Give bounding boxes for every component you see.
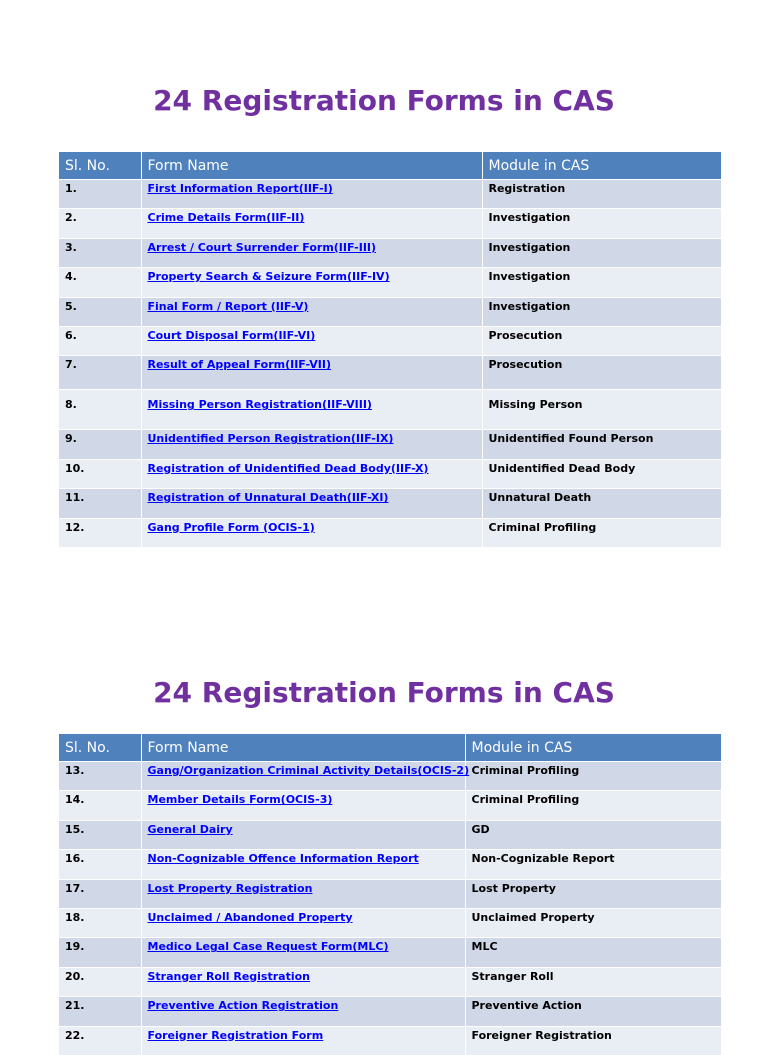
- forms-table: [59, 734, 721, 1055]
- module-cell: Criminal Profiling: [465, 762, 721, 791]
- table-row: [59, 967, 721, 996]
- module-cell: Criminal Profiling: [465, 791, 721, 820]
- table-row: [59, 268, 721, 297]
- table-row: [59, 390, 721, 430]
- sl-no-cell: 13.: [59, 762, 141, 791]
- form-name-cell: [141, 1026, 465, 1055]
- module-cell: Criminal Profiling: [482, 518, 721, 547]
- header-sl-no: Sl. No.: [59, 734, 141, 762]
- sl-no-cell: 2.: [59, 209, 141, 238]
- header-form-name: Form Name: [141, 734, 465, 762]
- module-cell: Unclaimed Property: [465, 908, 721, 937]
- sl-no-cell: 3.: [59, 238, 141, 267]
- module-cell: Prosecution: [482, 326, 721, 355]
- table-row: [59, 762, 721, 791]
- module-cell: MLC: [465, 938, 721, 967]
- table-row: [59, 850, 721, 879]
- form-link[interactable]: Court Disposal Form(IIF-VI): [147, 328, 316, 342]
- sl-no-cell: 16.: [59, 850, 141, 879]
- form-name-cell: [141, 997, 465, 1026]
- form-link[interactable]: Registration of Unidentified Dead Body(IIF-X): [147, 461, 429, 475]
- table-row: [59, 1026, 721, 1055]
- module-cell: Registration: [482, 180, 721, 209]
- form-name-cell: [141, 326, 482, 355]
- sl-no-cell: 12.: [59, 518, 141, 547]
- module-cell: Preventive Action: [465, 997, 721, 1026]
- form-link[interactable]: Medico Legal Case Request Form(MLC): [147, 940, 389, 954]
- form-name-cell: [141, 390, 482, 430]
- table-row: [59, 238, 721, 267]
- sl-no-cell: 9.: [59, 430, 141, 459]
- module-cell: Unidentified Found Person: [482, 430, 721, 459]
- table-row: [59, 297, 721, 326]
- sl-no-cell: 5.: [59, 297, 141, 326]
- table-row: [59, 879, 721, 908]
- form-name-cell: [141, 908, 465, 937]
- table-row: [59, 356, 721, 390]
- table-row: [59, 938, 721, 967]
- header-form-name: Form Name: [141, 152, 482, 180]
- form-name-cell: [141, 268, 482, 297]
- module-cell: Non-Cognizable Report: [465, 850, 721, 879]
- form-link[interactable]: Stranger Roll Registration: [147, 969, 310, 983]
- table-row: [59, 518, 721, 547]
- form-name-cell: [141, 820, 465, 849]
- form-name-cell: [141, 459, 482, 488]
- module-cell: Foreigner Registration: [465, 1026, 721, 1055]
- sl-no-cell: 6.: [59, 326, 141, 355]
- table-row: [59, 489, 721, 518]
- form-name-cell: [141, 209, 482, 238]
- form-name-cell: [141, 180, 482, 209]
- form-name-cell: [141, 489, 482, 518]
- sl-no-cell: 10.: [59, 459, 141, 488]
- form-name-cell: [141, 238, 482, 267]
- module-cell: Investigation: [482, 238, 721, 267]
- table-row: [59, 430, 721, 459]
- header-module: Module in CAS: [465, 734, 721, 762]
- form-name-cell: [141, 791, 465, 820]
- sl-no-cell: 4.: [59, 268, 141, 297]
- slide-title: 24 Registration Forms in CAS: [153, 84, 615, 117]
- forms-table: [59, 152, 721, 547]
- sl-no-cell: 8.: [59, 390, 141, 430]
- table-header-row: [59, 152, 721, 180]
- sl-no-cell: 11.: [59, 489, 141, 518]
- header-module: Module in CAS: [482, 152, 721, 180]
- form-link[interactable]: Arrest / Court Surrender Form(IIF-III): [147, 240, 377, 254]
- sl-no-cell: 22.: [59, 1026, 141, 1055]
- sl-no-cell: 1.: [59, 180, 141, 209]
- form-name-cell: [141, 967, 465, 996]
- form-link[interactable]: Member Details Form(OCIS-3): [147, 793, 333, 807]
- form-name-cell: [141, 938, 465, 967]
- form-link[interactable]: Preventive Action Registration: [147, 999, 339, 1013]
- form-name-cell: [141, 518, 482, 547]
- form-link[interactable]: Final Form / Report (IIF-V): [147, 299, 309, 313]
- module-cell: Investigation: [482, 268, 721, 297]
- form-link[interactable]: Result of Appeal Form(IIF-VII): [147, 358, 331, 372]
- module-cell: Unidentified Dead Body: [482, 459, 721, 488]
- table-row: [59, 997, 721, 1026]
- sl-no-cell: 14.: [59, 791, 141, 820]
- form-name-cell: [141, 430, 482, 459]
- form-link[interactable]: Unclaimed / Abandoned Property: [147, 910, 353, 924]
- module-cell: Unnatural Death: [482, 489, 721, 518]
- form-name-cell: [141, 850, 465, 879]
- header-sl-no: Sl. No.: [59, 152, 141, 180]
- sl-no-cell: 7.: [59, 356, 141, 390]
- slide-2: [0, 600, 768, 1042]
- form-link[interactable]: Non-Cognizable Offence Information Report: [147, 852, 419, 866]
- module-cell: Stranger Roll: [465, 967, 721, 996]
- form-link[interactable]: Registration of Unnatural Death(IIF-XI): [147, 491, 389, 505]
- form-link[interactable]: First Information Report(IIF-I): [147, 182, 333, 195]
- table-header-row: [59, 734, 721, 762]
- table-row: [59, 908, 721, 937]
- form-name-cell: [141, 356, 482, 390]
- module-cell: Investigation: [482, 209, 721, 238]
- sl-no-cell: 17.: [59, 879, 141, 908]
- form-link[interactable]: Gang/Organization Criminal Activity Details(OCIS-2): [147, 764, 470, 777]
- form-link[interactable]: Lost Property Registration: [147, 881, 313, 895]
- sl-no-cell: 18.: [59, 908, 141, 937]
- sl-no-cell: 19.: [59, 938, 141, 967]
- table-row: [59, 820, 721, 849]
- form-link[interactable]: Gang Profile Form (OCIS-1): [147, 520, 315, 534]
- table-row: [59, 209, 721, 238]
- module-cell: Investigation: [482, 297, 721, 326]
- form-name-cell: [141, 297, 482, 326]
- sl-no-cell: 20.: [59, 967, 141, 996]
- table-row: [59, 791, 721, 820]
- form-name-cell: [141, 879, 465, 908]
- form-name-cell: [141, 762, 470, 791]
- table-row: [59, 326, 721, 355]
- form-link[interactable]: Unidentified Person Registration(IIF-IX): [147, 432, 394, 446]
- slide-title: 24 Registration Forms in CAS: [153, 676, 615, 709]
- module-cell: Lost Property: [465, 879, 721, 908]
- form-link[interactable]: Crime Details Form(IIF-II): [147, 211, 305, 225]
- table-row: [59, 180, 721, 209]
- form-link[interactable]: Foreigner Registration Form: [147, 1028, 324, 1042]
- form-link[interactable]: General Dairy: [147, 822, 233, 836]
- sl-no-cell: 15.: [59, 820, 141, 849]
- module-cell: Missing Person: [482, 390, 721, 430]
- module-cell: GD: [465, 820, 721, 849]
- form-link[interactable]: Missing Person Registration(IIF-VIII): [147, 398, 372, 412]
- module-cell: Prosecution: [482, 356, 721, 390]
- sl-no-cell: 21.: [59, 997, 141, 1026]
- table-row: [59, 459, 721, 488]
- form-link[interactable]: Property Search & Seizure Form(IIF-IV): [147, 270, 390, 284]
